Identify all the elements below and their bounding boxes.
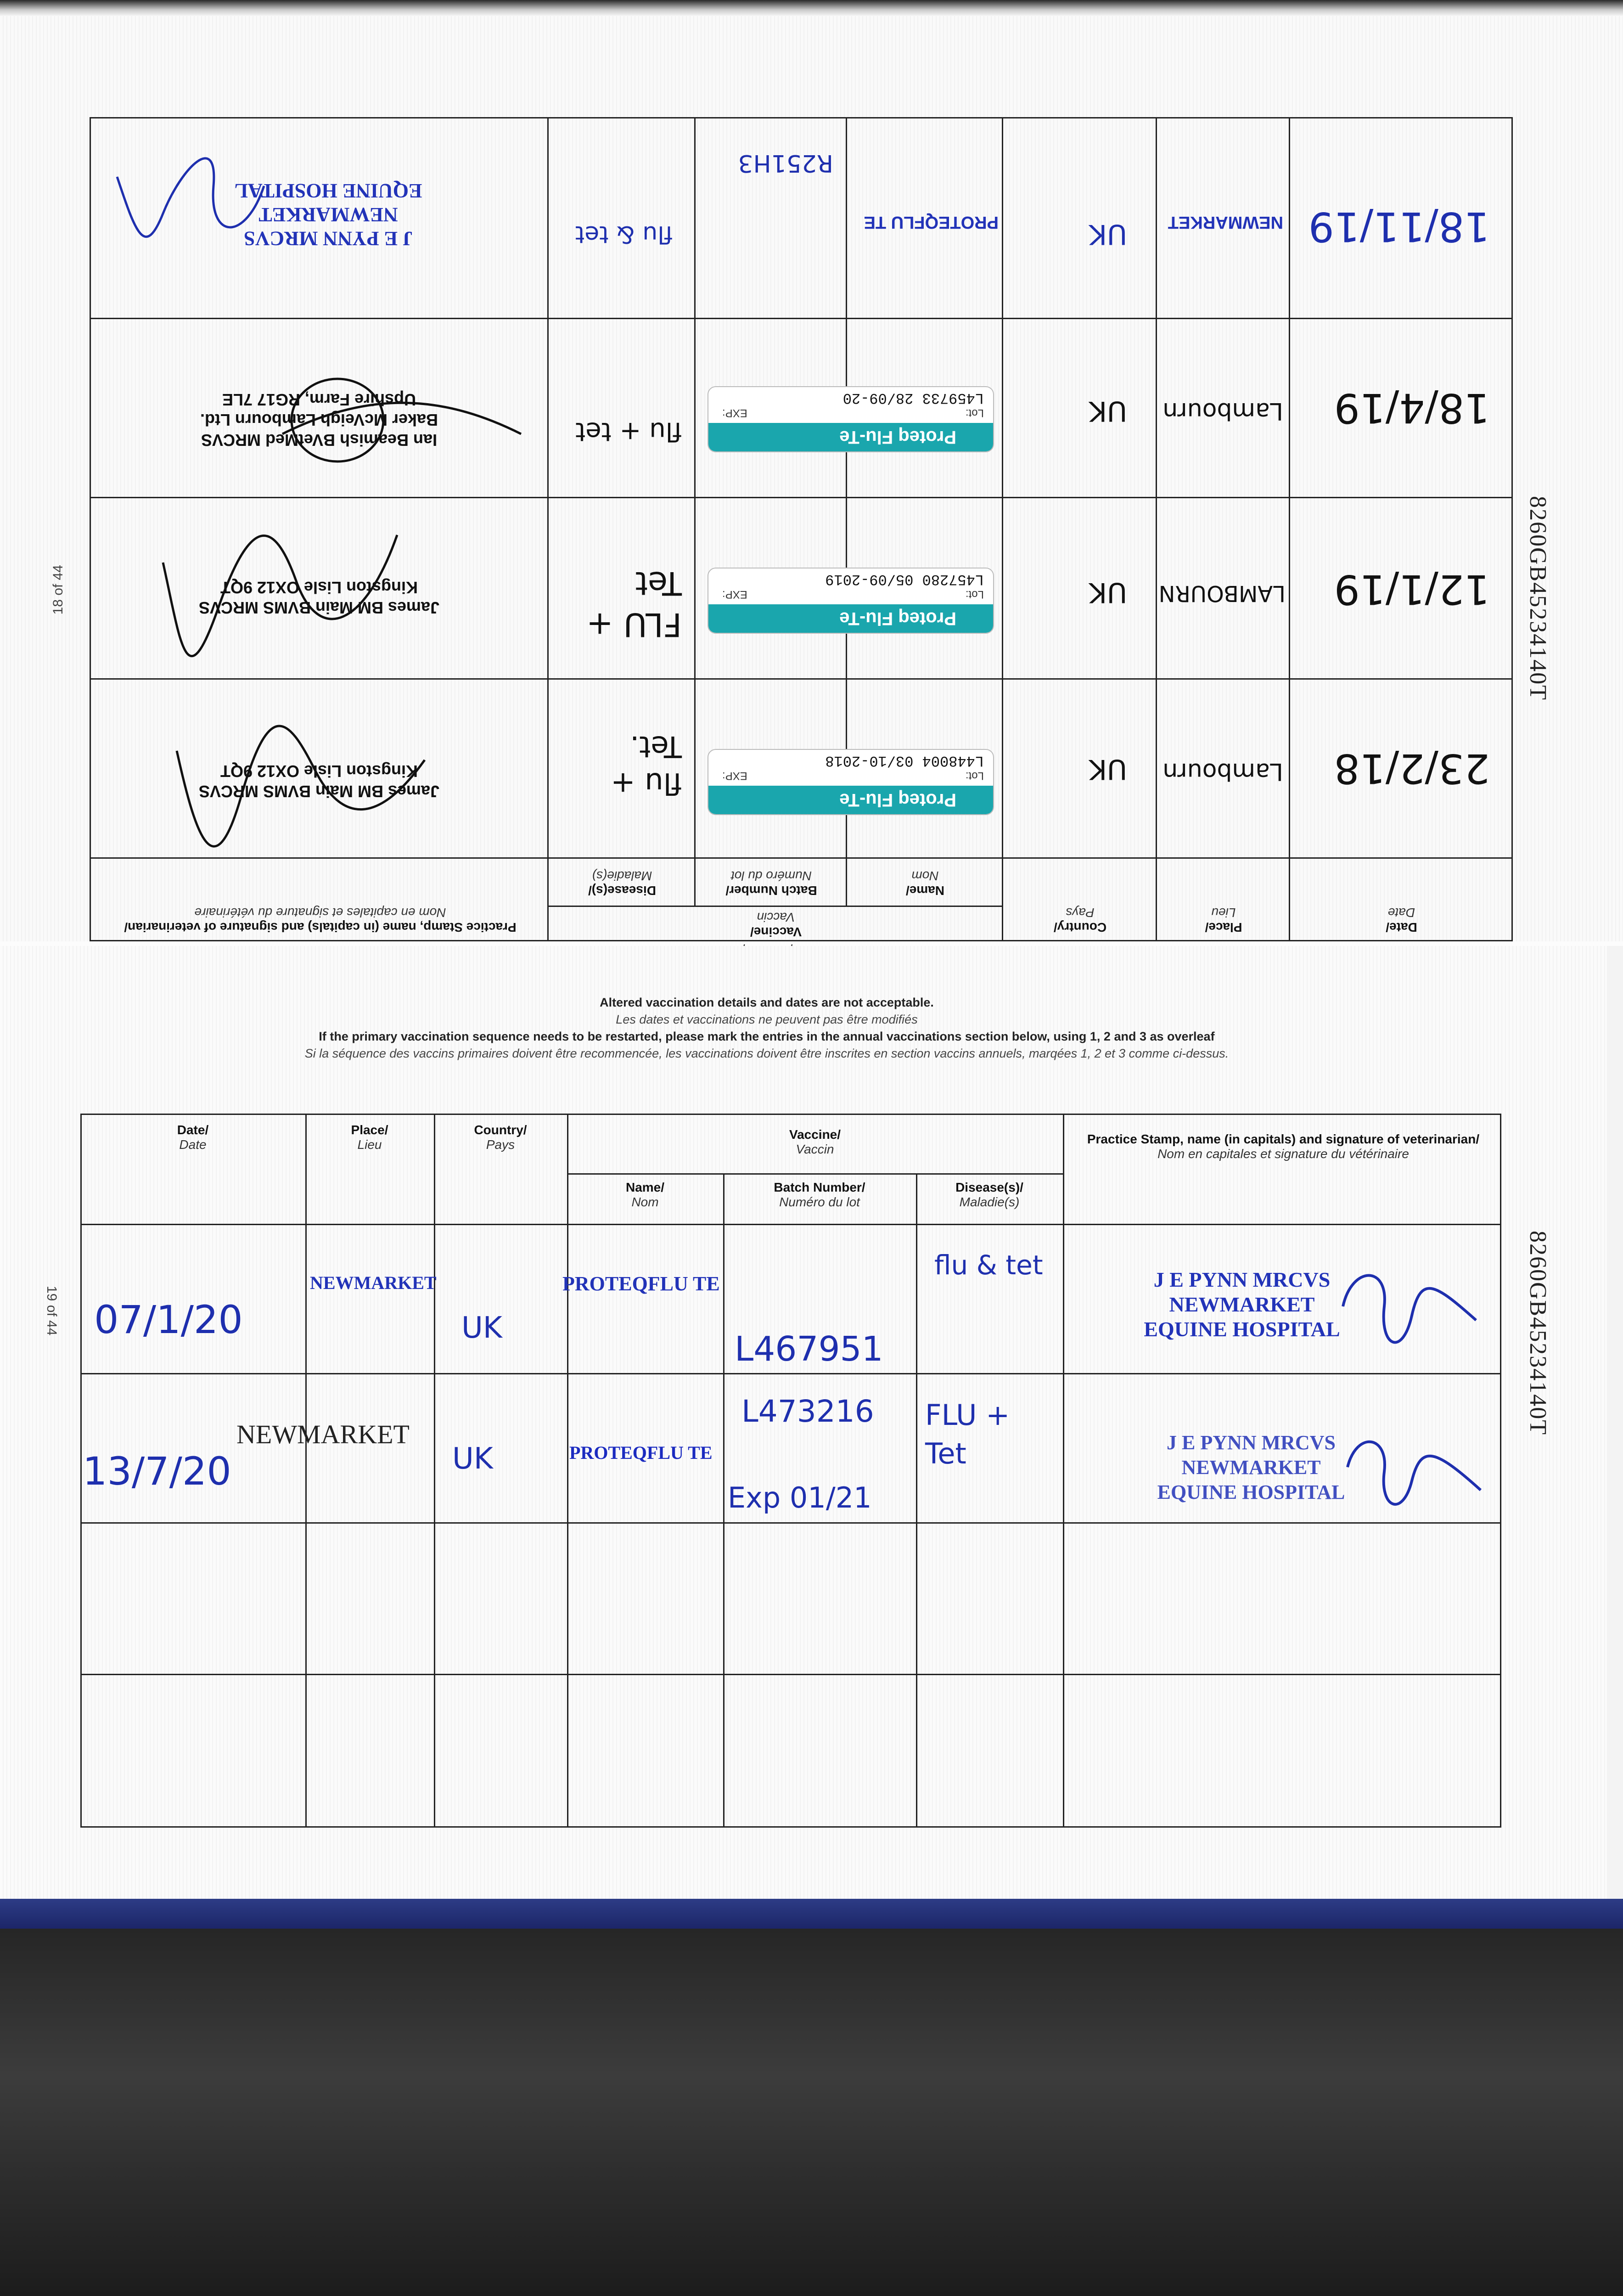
row2-place: LAMBOURN <box>1158 580 1286 606</box>
row4-vet-stamp: J E PYNN MRCVS NEWMARKET EQUINE HOSPITAL <box>234 180 422 250</box>
page-edge-shadow <box>0 0 1623 16</box>
header-practice: Practice Stamp, name (in capitals) and signature of veterinarian/ Nom en capitales et signature du vétérinaire <box>124 906 517 934</box>
passport-cover-edge <box>0 1899 1623 1931</box>
header-date: Date/ Date <box>177 1123 209 1152</box>
row2-place: NEWMARKET <box>236 1419 410 1449</box>
notice: Altered vaccination details and dates are not acceptable. Les dates et vaccinations ne peuvent pas être modifiés If the primary vaccination sequence needs to be restarted, please mark the entries in the annual vaccinations section below, using 1, 2 and 3 as overleaf Si la séquence des vaccins primaires doivent être recommencée, les vaccinations doivent être inscrites en section vaccins annuels, marqées 1, 2 et 3 comme ci-dessus. <box>304 996 1229 1060</box>
header-place: Place/ Lieu <box>1205 906 1242 934</box>
row1-disease: flu + Tet. <box>611 729 682 800</box>
header-country: Country/ Pays <box>474 1123 527 1152</box>
row4-country: UK <box>1089 218 1127 250</box>
row4-place: NEWMARKET <box>1168 213 1283 232</box>
header-country: Country/ Pays <box>1053 906 1107 934</box>
row2-country: UK <box>1089 576 1127 608</box>
page-18 <box>0 0 1623 941</box>
row2-disease: FLU + Tet <box>925 1398 1010 1470</box>
row4-vaccine-name: PROTEQFLU TE <box>864 213 999 232</box>
header-name: Name/ Nom <box>625 1180 665 1209</box>
row1-signature <box>158 687 434 852</box>
row4-batch: R251H3 <box>738 149 833 177</box>
row3-country: UK <box>1089 395 1127 427</box>
row1-vet-stamp: James BM Main BVMS MRCVS Kingston Lisle OX12 9QT <box>198 762 440 801</box>
row2-vet-stamp: James BM Main BVMS MRCVS Kingston Lisle OX12 9QT <box>198 578 440 617</box>
header-place: Place/ Lieu <box>351 1123 388 1152</box>
vaccine-label-3: Proteq Flu-Te Lot: L459733 28/09-20 EXP: <box>708 386 994 452</box>
row2-batch-expiry: Exp 01/21 <box>728 1481 872 1514</box>
scanner-background <box>0 1929 1623 2296</box>
row1-vet-stamp: J E PYNN MRCVS NEWMARKET EQUINE HOSPITAL <box>1144 1268 1340 1341</box>
row3-disease: flu + tet <box>575 416 682 446</box>
row2-disease: FLU + Tet <box>586 564 682 643</box>
header-practice: Practice Stamp, name (in capitals) and signature of veterinarian/ Nom en capitales et signature du vétérinaire <box>1087 1132 1480 1161</box>
row1-vaccine-name: PROTEQFLU TE <box>562 1272 720 1295</box>
row2-country: UK <box>452 1442 493 1476</box>
row1-disease: flu & tet <box>934 1249 1043 1281</box>
header-name: Name/ Nom <box>905 869 945 898</box>
row1-date: 23/2/18 <box>1334 745 1490 792</box>
row3-signature <box>264 324 539 489</box>
header-disease: Disease(s)/ Maladie(s) <box>588 869 656 898</box>
page-number: 19 of 44 <box>44 1286 59 1336</box>
header-disease: Disease(s)/ Maladie(s) <box>955 1180 1023 1209</box>
header-vaccine: Vaccine/ Vaccin <box>789 1127 841 1156</box>
row1-country: UK <box>461 1311 502 1345</box>
row1-country: UK <box>1089 753 1127 785</box>
row4-disease: flu & tet <box>575 220 673 248</box>
row2-date: 12/1/19 <box>1334 566 1490 613</box>
row2-signature <box>154 503 411 673</box>
vaccine-label-1: Proteq Flu-Te Lot: L448004 03/10-2018 EXP: <box>708 749 994 815</box>
page-number: 18 of 44 <box>51 565 66 615</box>
passport-number: 8260GB45234140T <box>1525 1231 1551 1435</box>
vaccination-table <box>80 1114 1501 1828</box>
page-18-content <box>90 94 1513 967</box>
row1-batch: L467951 <box>735 1329 883 1369</box>
row1-date: 07/1/20 <box>94 1297 243 1342</box>
row1-place: Lambourn <box>1162 758 1283 785</box>
row3-date: 18/4/19 <box>1334 384 1490 432</box>
row3-place: Lambourn <box>1162 397 1283 425</box>
row1-signature <box>1334 1256 1485 1362</box>
row4-date: 18/11/19 <box>1308 203 1490 250</box>
row4-signature <box>108 149 273 259</box>
header-batch: Batch Number/ Numéro du lot <box>725 869 817 898</box>
header-date: Date/ Date <box>1386 906 1417 934</box>
row2-batch: L473216 <box>741 1394 874 1429</box>
vaccine-label-2: Proteq Flu-Te Lot: L457280 05/09-2019 EXP: <box>708 568 994 634</box>
row2-vaccine-name: PROTEQFLU TE <box>569 1442 713 1463</box>
passport-number: 8260GB45234140T <box>1525 496 1551 701</box>
row3-vet-stamp: Ian Beamish BVetMed MRCVS Baker McVeigh Lambourn Ltd. Upshire Farm, RG17 7LE <box>200 390 438 450</box>
row2-date: 13/7/20 <box>83 1449 231 1494</box>
row2-vet-stamp: J E PYNN MRCVS NEWMARKET EQUINE HOSPITAL <box>1157 1431 1345 1503</box>
header-batch: Batch Number/ Numéro du lot <box>774 1180 865 1209</box>
row1-place: NEWMARKET <box>310 1272 437 1293</box>
row2-signature <box>1338 1426 1490 1527</box>
header-vaccine: Vaccine/ Vaccin <box>750 910 802 939</box>
